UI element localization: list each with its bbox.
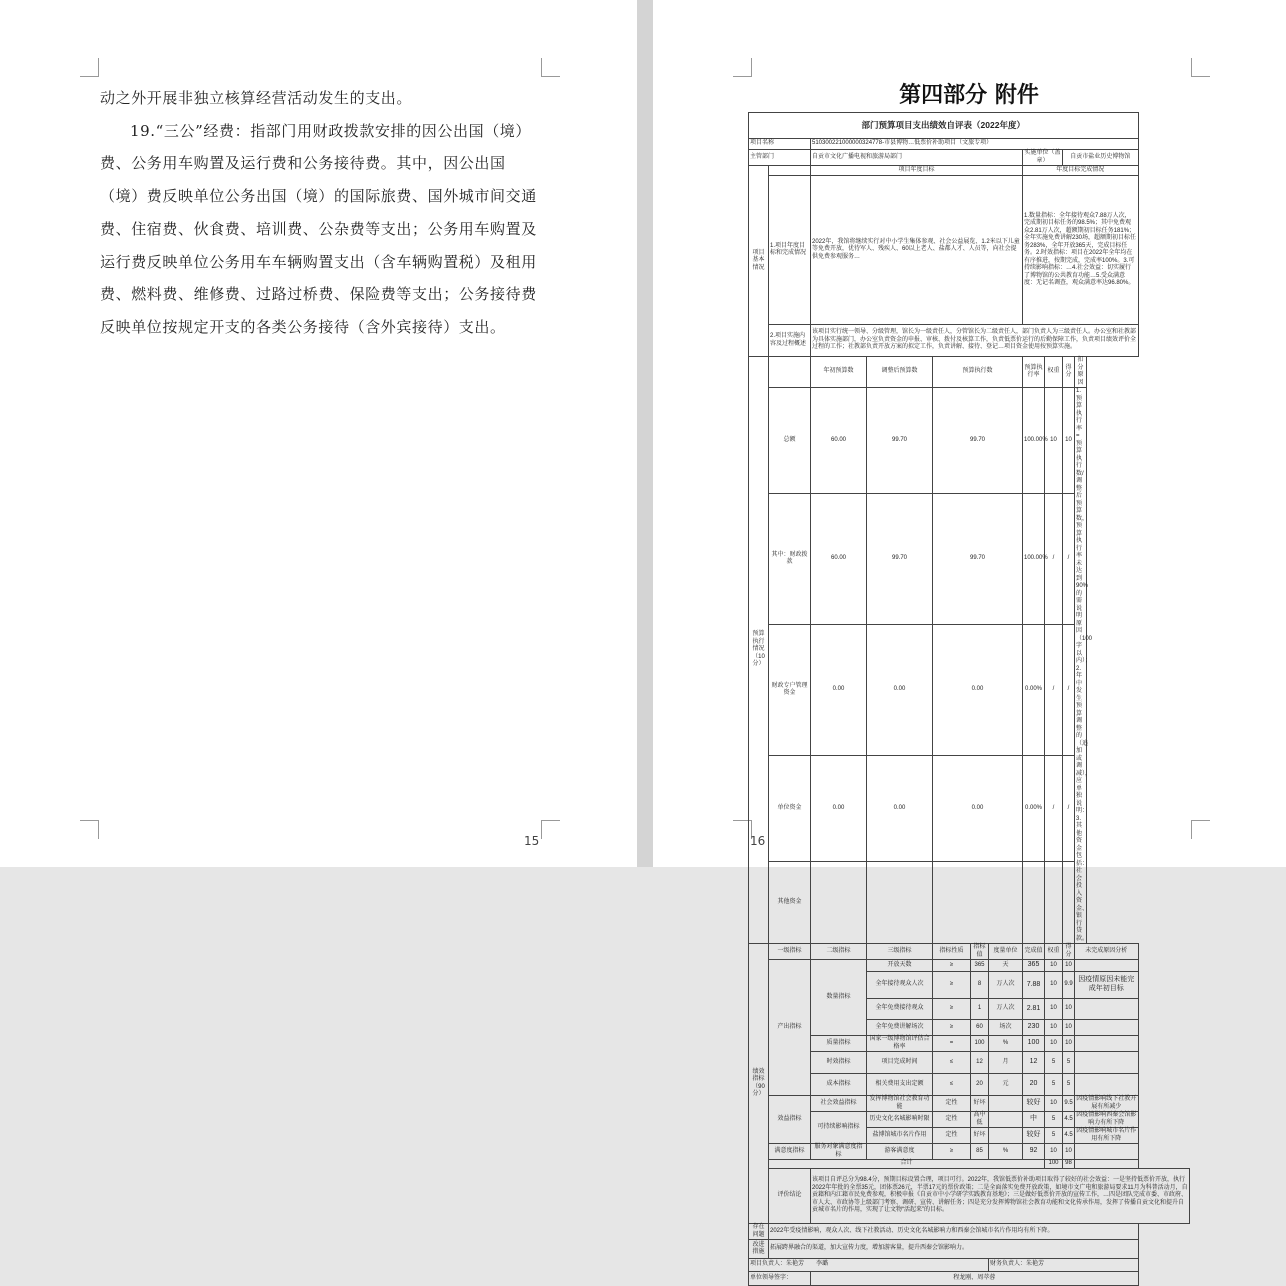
done-text: 1.数量指标：全年接待观众7.88万人次，完成期初目标任务的98.5%；其中免费观众2.81万人次，超额期初目标任务181%；全年实施免费讲解230场，超额期初目标任务283%，全年开放365天，完成目标任务。2.时效指标：项目在2022年全年均在有序推进，按期完成，完成率100%。3.可持续影响指标：…4.社会效益：切实履行了博物馆的公共教育功能…5.受众满意度：无记名调查，观众满意率达96.80%。 bbox=[1023, 176, 1139, 325]
budget-cell: 0.00 bbox=[811, 755, 867, 861]
crop-mark-top-right bbox=[1191, 58, 1210, 77]
perf-val: 365 bbox=[971, 960, 989, 972]
done-header: 年度目标完成情况 bbox=[1023, 166, 1139, 176]
budget-header: 权重 bbox=[1045, 357, 1063, 388]
budget-label: 预算执行情况（10分） bbox=[749, 357, 769, 944]
project-name-label: 项目名称 bbox=[749, 139, 811, 150]
budget-header: 预算执行率 bbox=[1023, 357, 1045, 388]
time-label: 时效指标 bbox=[811, 1052, 867, 1074]
perf-done: 12 bbox=[1023, 1052, 1045, 1074]
perf-l3: 开放天数 bbox=[867, 960, 933, 972]
perf-val: 60 bbox=[971, 1020, 989, 1036]
crop-mark-top-left bbox=[80, 58, 99, 77]
perf-done: 2.81 bbox=[1023, 999, 1045, 1020]
perf-done: 较好 bbox=[1023, 1128, 1045, 1144]
perf-header: 二级指标 bbox=[811, 944, 867, 960]
perf-reason bbox=[1075, 1020, 1139, 1036]
budget-cell: 0.00 bbox=[867, 625, 933, 756]
perf-val: 12 bbox=[971, 1052, 989, 1074]
perf-l3: 发挥博物馆社会教育功能 bbox=[867, 1096, 933, 1112]
goal-row-label: 1.项目年度目标和完成情况 bbox=[769, 176, 811, 325]
budget-cell: 0.00 bbox=[867, 755, 933, 861]
budget-cell: 60.00 bbox=[811, 388, 867, 494]
budget-cell: 10 bbox=[1063, 388, 1075, 494]
perf-weight: 10 bbox=[1045, 972, 1063, 999]
budget-row-label: 其他资金 bbox=[769, 862, 811, 944]
perf-done: 100 bbox=[1023, 1036, 1045, 1052]
budget-row-label: 单位资金 bbox=[769, 755, 811, 861]
perf-weight: 10 bbox=[1045, 1096, 1063, 1112]
perf-l3: 国家一级博物馆评估合格率 bbox=[867, 1036, 933, 1052]
eval-text: 该项目自评总分为98.4分，预期目标设置合理，项目可行。2022年，我馆低票价补助项目取得了较好的社会效益：一是坚持低票价开放，执行2022年年批的全票35元，团体票26元，半票17元的票价政策；二是全面落实免费开放政策，如境市文广电和旅游局要求11月为科普活动月，自贡籍和内江籍市民免费参观，积极申报《自贡市中小学研学实践教育基地》；三是做好低票价开放的宣传工作，…四是团队完成市委、市政府、市人大、市政协等上级部门考察、调研、宣传、讲解任务；四是充分发挥博物馆社会教育功能和文化传承作用，发挥了传播自贡文化和提升自贡城市名片的作用，实现了让文物“活起来”的目标。 bbox=[811, 1169, 1190, 1224]
perf-val: 好坏 bbox=[971, 1096, 989, 1112]
perf-score: 10 bbox=[1063, 999, 1075, 1020]
perf-header: 一级指标 bbox=[769, 944, 811, 960]
perf-l3: 全年接待观众人次 bbox=[867, 972, 933, 999]
perf-weight: 5 bbox=[1045, 1112, 1063, 1128]
perf-unit: 万人次 bbox=[989, 972, 1023, 999]
perf-prop: 定性 bbox=[933, 1096, 971, 1112]
unit-label: 实施单位（盖章） bbox=[1024, 150, 1061, 164]
perf-l3: 游客满意度 bbox=[867, 1144, 933, 1160]
perf-val: 1 bbox=[971, 999, 989, 1020]
process-text: 该项目实行统一领导、分级管理，馆长为一级责任人，分管馆长为二级责任人，部门负责人为三级责任人。办公室和社教部为具体实施部门，办公室负责资金的申报、审核、拨付及核算工作，负责低票价运行的后勤保障工作，负责项目绩效评价全过程的工作；社教部负责开放方案的拟定工作，负责讲解、接待、登记…项目资金使用按预算实施。 bbox=[811, 325, 1139, 357]
self-evaluation-table bbox=[748, 112, 1190, 1286]
perf-done: 较好 bbox=[1023, 1096, 1045, 1112]
budget-row-label: 财政专户管理资金 bbox=[769, 625, 811, 756]
budget-cell: 99.70 bbox=[867, 388, 933, 494]
perf-prop: 定性 bbox=[933, 1128, 971, 1144]
budget-cell: 99.70 bbox=[867, 494, 933, 625]
perf-prop: = bbox=[933, 1036, 971, 1052]
perf-prop: ≥ bbox=[933, 1144, 971, 1160]
perf-l3: 相关费用支出定额 bbox=[867, 1074, 933, 1096]
crop-mark-top-right bbox=[541, 58, 560, 77]
perf-header: 未完成原因分析 bbox=[1075, 944, 1139, 960]
perf-done: 230 bbox=[1023, 1020, 1045, 1036]
perf-prop: ≥ bbox=[933, 972, 971, 999]
perf-prop: ≤ bbox=[933, 1052, 971, 1074]
perf-score: 10 bbox=[1063, 960, 1075, 972]
budget-cell: 100.00% bbox=[1023, 494, 1045, 625]
budget-cell: / bbox=[1045, 625, 1063, 756]
perf-val: 100 bbox=[971, 1036, 989, 1052]
unit: 自贡市盐业历史博物馆 bbox=[1063, 150, 1139, 166]
perf-reason bbox=[1075, 1144, 1139, 1160]
budget-header: 扣分原因 bbox=[1075, 357, 1087, 388]
total-label: 合计 bbox=[769, 1160, 1045, 1169]
perf-score: 5 bbox=[1063, 1074, 1075, 1096]
budget-header: 得分 bbox=[1063, 357, 1075, 388]
perf-unit bbox=[989, 1112, 1023, 1128]
perf-reason bbox=[1075, 1036, 1139, 1052]
perf-prop: 定性 bbox=[933, 1112, 971, 1128]
perf-header: 指标性质 bbox=[933, 944, 971, 960]
perf-score: 9.5 bbox=[1063, 1096, 1075, 1112]
paragraph: 19.“三公”经费：指部门用财政拨款安排的因公出国（境）费、公务用车购置及运行费和公务接待费。其中，因公出国（境）费反映单位公务出国（境）的国际旅费、国外城市间交通费、住宿费、伙食费、培训费、公杂费等支出；公务用车购置及运行费反映单位公务用车车辆购置支出（含车辆购置税）及租用费、燃料费、维修费、过路过桥费、保险费等支出；公务接待费反映单位按规定开支的各类公务接待（含外宾接待）支出。 bbox=[100, 121, 537, 336]
perf-weight: 5 bbox=[1045, 1074, 1063, 1096]
perf-prop: ≥ bbox=[933, 960, 971, 972]
perf-l3: 项目完成时间 bbox=[867, 1052, 933, 1074]
perf-reason: 因疫情原因未能完成年初目标 bbox=[1075, 972, 1139, 999]
perf-score: 4.5 bbox=[1063, 1128, 1075, 1144]
perf-done: 365 bbox=[1023, 960, 1045, 972]
issue-label: 存在问题 bbox=[749, 1224, 769, 1240]
perf-done: 20 bbox=[1023, 1074, 1045, 1096]
perf-done: 7.88 bbox=[1023, 972, 1045, 999]
budget-reason: 1.预算执行率=预算执行数/调整后预算数，预算执行率未达到90%的需说明原因（100字以内）；2.年中发生预算调整的（追加或调减），应单独说明：3.其他资金包括：社会投入资金、银行贷款。 bbox=[1076, 388, 1093, 942]
perf-prop: ≥ bbox=[933, 999, 971, 1020]
perf-score: 10 bbox=[1063, 1020, 1075, 1036]
page-number: 16 bbox=[750, 834, 766, 848]
perf-unit: % bbox=[989, 1036, 1023, 1052]
perf-l3: 盐博馆城市名片作用 bbox=[867, 1128, 933, 1144]
perf-done: 92 bbox=[1023, 1144, 1045, 1160]
dept-label: 主管部门 bbox=[749, 150, 811, 166]
perf-score: 4.5 bbox=[1063, 1112, 1075, 1128]
budget-cell: / bbox=[1045, 755, 1063, 861]
sustain-label: 可持续影响指标 bbox=[811, 1112, 867, 1144]
basic-info-label: 项目基本情况 bbox=[749, 166, 769, 357]
level1-output: 产出指标 bbox=[769, 960, 811, 1096]
perf-l3: 全年免费讲解场次 bbox=[867, 1020, 933, 1036]
finance-label: 财务负责人：朱艳芳 bbox=[989, 1259, 1139, 1272]
left-page bbox=[0, 0, 637, 867]
perf-header: 三级指标 bbox=[867, 944, 933, 960]
perf-weight: 10 bbox=[1045, 960, 1063, 972]
part-title: 第四部分 附件 bbox=[899, 82, 1039, 108]
goal-text: 2022年，我馆将继续实行对中小学生集体参观、社会公益展览、1.2米以下儿童等免费开放，优待军人、残疾人、60以上老人、盐都人才、人员等，向社会提供免费参观服务… bbox=[811, 176, 1023, 325]
budget-cell: / bbox=[1063, 494, 1075, 625]
crop-mark-bottom-left bbox=[80, 820, 99, 839]
issue-text: 2022年受疫情影响，观众人次、线下社教活动、历史文化名城影响力和西秦会馆城市名片作用均有所下降。 bbox=[769, 1224, 1139, 1240]
budget-cell: 0.00 bbox=[933, 755, 1023, 861]
perf-weight: 10 bbox=[1045, 1144, 1063, 1160]
page-gap bbox=[637, 0, 653, 867]
perf-unit: 万人次 bbox=[989, 999, 1023, 1020]
budget-cell: 0.00 bbox=[811, 625, 867, 756]
goal-header: 项目年度目标 bbox=[811, 166, 1023, 176]
perf-prop: ≤ bbox=[933, 1074, 971, 1096]
perf-l3: 历史文化名城影响时限 bbox=[867, 1112, 933, 1128]
paragraph: 动之外开展非独立核算经营活动发生的支出。 bbox=[100, 89, 413, 107]
perf-reason: 因疫情影响线下社教开展有所减少 bbox=[1076, 1096, 1137, 1110]
perf-score: 5 bbox=[1063, 1052, 1075, 1074]
perf-weight: 5 bbox=[1045, 1052, 1063, 1074]
budget-cell: / bbox=[1045, 494, 1063, 625]
perf-unit: 月 bbox=[989, 1052, 1023, 1074]
perf-prop: ≥ bbox=[933, 1020, 971, 1036]
perf-val: 20 bbox=[971, 1074, 989, 1096]
budget-header: 年初预算数 bbox=[811, 357, 867, 388]
qual-label: 质量指标 bbox=[811, 1036, 867, 1052]
budget-cell: 100.00% bbox=[1023, 388, 1045, 494]
social-label: 社会效益指标 bbox=[811, 1096, 867, 1112]
perf-val: 8 bbox=[971, 972, 989, 999]
budget-row-label: 其中：财政拨款 bbox=[769, 494, 811, 625]
crop-mark-bottom-right bbox=[1191, 820, 1210, 839]
budget-cell: 99.70 bbox=[933, 388, 1023, 494]
perf-l3: 全年免费接待观众 bbox=[867, 999, 933, 1020]
level1-effect: 效益指标 bbox=[769, 1096, 811, 1144]
budget-cell: 0.00 bbox=[933, 625, 1023, 756]
perf-reason: 因疫情影响城市名片作用有所下降 bbox=[1076, 1128, 1137, 1142]
perf-unit: 场次 bbox=[989, 1020, 1023, 1036]
budget-cell: 0.00% bbox=[1023, 755, 1045, 861]
process-label: 2.项目实施内容及过程概述 bbox=[769, 325, 811, 357]
perf-reason bbox=[1075, 960, 1139, 972]
perf-header: 完成值 bbox=[1023, 944, 1045, 960]
perf-header: 度量单位 bbox=[989, 944, 1023, 960]
budget-row-label: 总额 bbox=[769, 388, 811, 494]
sign-label: 单位领导签字： bbox=[749, 1272, 811, 1286]
perf-unit bbox=[989, 1096, 1023, 1112]
budget-cell: 99.70 bbox=[933, 494, 1023, 625]
crop-mark-top-left bbox=[733, 58, 752, 77]
budget-header: 调整后预算数 bbox=[867, 357, 933, 388]
budget-cell: 60.00 bbox=[811, 494, 867, 625]
perf-reason bbox=[1075, 1052, 1139, 1074]
sat-label: 服务对象满意度指标 bbox=[811, 1144, 867, 1160]
perf-val: 高中低 bbox=[971, 1112, 989, 1128]
sign-value: 程龙刚、周萃蓉 bbox=[811, 1272, 1139, 1286]
perf-done: 中 bbox=[1023, 1112, 1045, 1128]
measure-label: 改进措施 bbox=[749, 1240, 769, 1259]
perf-weight: 10 bbox=[1045, 999, 1063, 1020]
perf-unit: 元 bbox=[989, 1074, 1023, 1096]
budget-cell: / bbox=[1063, 755, 1075, 861]
budget-header: 预算执行数 bbox=[933, 357, 1023, 388]
body-text bbox=[100, 82, 542, 344]
perf-val: 好坏 bbox=[971, 1128, 989, 1144]
table-title: 部门预算项目支出绩效自评表（2022年度） bbox=[749, 113, 1139, 139]
project-name: 510300221000000324778-市县博物…低票价补助项目（文旅专项） bbox=[811, 139, 1139, 150]
perf-score: 10 bbox=[1063, 1144, 1075, 1160]
perf-unit bbox=[989, 1128, 1023, 1144]
perf-unit: % bbox=[989, 1144, 1023, 1160]
perf-reason bbox=[1075, 1074, 1139, 1096]
perf-reason bbox=[1075, 999, 1139, 1020]
level1-satisfaction: 满意度指标 bbox=[769, 1144, 811, 1160]
budget-cell: / bbox=[1063, 625, 1075, 756]
budget-cell: 10 bbox=[1045, 388, 1063, 494]
perf-weight: 10 bbox=[1045, 1020, 1063, 1036]
perf-header: 指标值 bbox=[971, 944, 989, 960]
crop-mark-bottom-right bbox=[541, 820, 560, 839]
perf-weight: 5 bbox=[1045, 1128, 1063, 1144]
budget-cell: 0.00% bbox=[1023, 625, 1045, 756]
total-weight: 100 bbox=[1045, 1160, 1063, 1169]
perf-weight: 10 bbox=[1045, 1036, 1063, 1052]
perf-val: 85 bbox=[971, 1144, 989, 1160]
perf-header: 得分 bbox=[1063, 944, 1075, 960]
perf-unit: 天 bbox=[989, 960, 1023, 972]
measure-text: 拓展跨界融合的渠道，加大宣传力度，增加游客量，提升西秦会馆影响力。 bbox=[769, 1240, 1139, 1259]
perf-header: 权重 bbox=[1045, 944, 1063, 960]
dept: 自贡市文化广播电视和旅游局部门 bbox=[811, 150, 1023, 166]
perf-reason: 因疫情影响西秦会馆影响力有所下降 bbox=[1076, 1112, 1137, 1126]
total-score: 98 bbox=[1063, 1160, 1075, 1169]
perf-score: 10 bbox=[1063, 1036, 1075, 1052]
eval-label: 评价结论 bbox=[769, 1169, 811, 1224]
page-number: 15 bbox=[524, 834, 540, 848]
perf-score: 9.9 bbox=[1063, 972, 1075, 999]
cost-label: 成本指标 bbox=[811, 1074, 867, 1096]
leader-label: 项目负责人：朱艳芳 李璐 bbox=[749, 1259, 989, 1272]
perf-label: 绩效指标（90分） bbox=[749, 944, 769, 1224]
qty-label: 数量指标 bbox=[811, 960, 867, 1036]
